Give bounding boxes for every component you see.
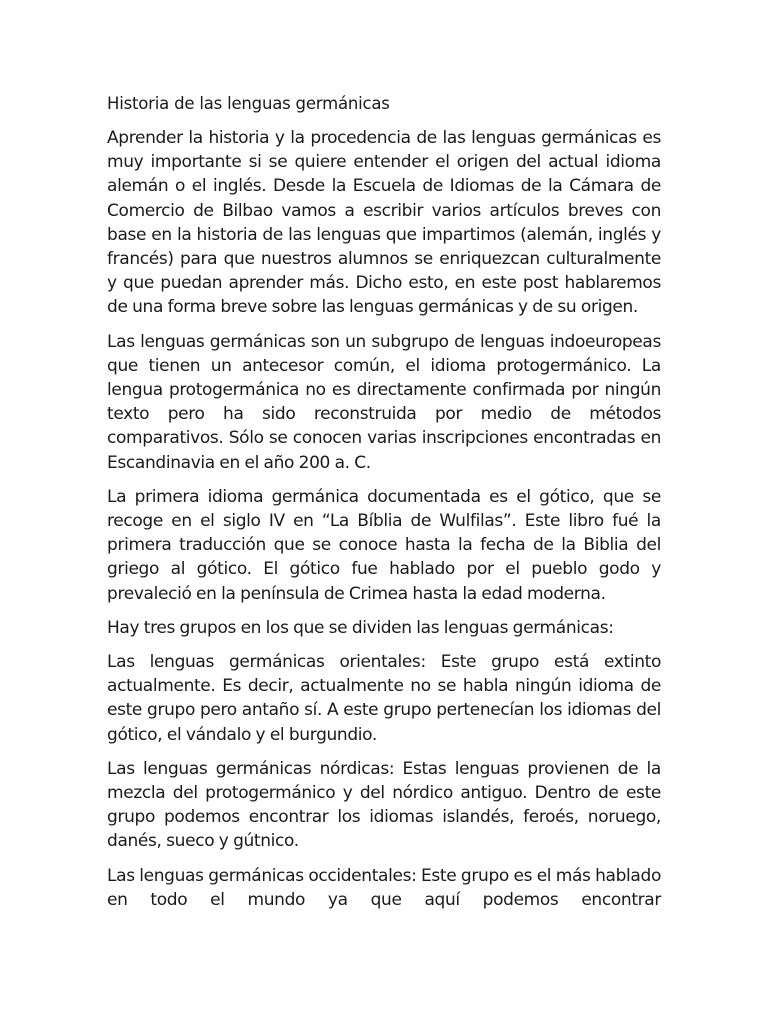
paragraph-gothic: La primera idioma germánica documentada es el gótico, que se recoge en el siglo IV en “La Bíblia de Wulfilas”. Este libro fué la primera traducción que se conoce hasta la fecha de la Biblia del griego al gótico. El gótico fue hablado por el pueblo godo y prevaleció en la península de Crimea hasta la edad moderna. (107, 486, 661, 604)
paragraph-western: Las lenguas germánicas occidentales: Este grupo es el más hablado en todo el mundo ya que aquí podemos encontrar (107, 865, 661, 910)
document-body (107, 92, 661, 922)
document-title: Historia de las lenguas germánicas (107, 94, 390, 113)
paragraph-origins: Las lenguas germánicas son un subgrupo de lenguas indoeuropeas que tienen un antecesor común, el idioma protogermánico. La lengua protogermánica no es directamente confirmada por ningún texto pero ha sido reconstruida por medio de métodos comparativos. Sólo se conocen varias inscripciones encontradas en Escandinavia en el año 200 a. C. (107, 331, 661, 473)
paragraph-nordic: Las lenguas germánicas nórdicas: Estas lenguas provienen de la mezcla del protogermánico y del nórdico antiguo. Dentro de este grupo podemos encontrar los idiomas islandés, feroés, noruego, danés, sueco y gútnico. (107, 758, 661, 852)
paragraph-groups-intro: Hay tres grupos en los que se dividen las lenguas germánicas: (107, 617, 614, 638)
paragraph-intro: Aprender la historia y la procedencia de las lenguas germánicas es muy importante si se quiere entender el origen del actual idioma alemán o el inglés. Desde la Escuela de Idiomas de la Cámara de Comercio de Bilbao vamos a escribir varios artículos breves con base en la historia de las lenguas que impartimos (alemán, inglés y francés) para que nuestros alumnos se enriquezcan culturalmente y que puedan aprender más. Dicho esto, en este post hablaremos de una forma breve sobre las lenguas germánicas y de su origen. (107, 128, 661, 318)
paragraph-eastern: Las lenguas germánicas orientales: Este grupo está extinto actualmente. Es decir, actualmente no se habla ningún idioma de este grupo pero antaño sí. A este grupo pertenecían los idiomas del gótico, el vándalo y el burgundio. (107, 652, 661, 745)
